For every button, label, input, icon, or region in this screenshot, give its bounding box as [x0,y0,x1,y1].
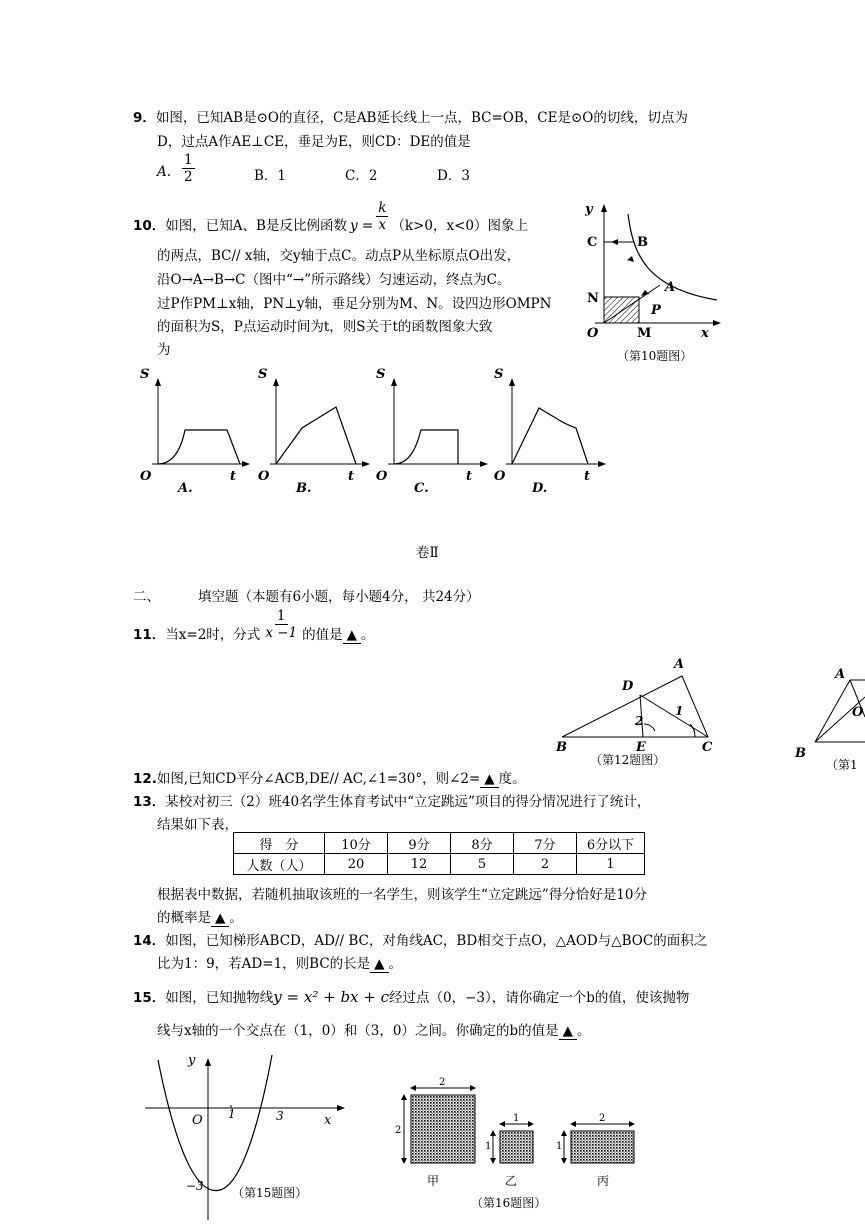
q13-score-table [233,832,645,875]
q12-blank: ▲ [480,771,498,788]
q13-th: 9分 [388,833,451,854]
q10-line5: 的面积为S，P点运动时间为t，则S关于t的函数图象大致 [157,319,493,335]
q15-fig-y: y [188,1053,196,1068]
q16-bing-w: 2 [599,1113,606,1124]
q12-fig-d: D [622,679,634,694]
q14-fig-o: O [852,705,864,720]
q13-blank: ▲ [211,910,229,927]
q10-func-lhs: y = [349,218,374,234]
q10-option-b-graph [258,367,370,496]
q13-line4 [157,906,243,927]
q16-bing-h: 1 [556,1141,563,1152]
q10-func-fraction: $\frac{k}{x}$ [378,200,387,233]
volume-title: 卷Ⅱ [416,545,439,561]
q14-text-1: 如图，已知梯形ABCD，AD// BC，对角线AC，BD相交于点O，△AOD与△BOC的面积之 [165,933,708,949]
q15-formula: y = x² + bx + c [273,988,390,1006]
q16-jia-h: 2 [395,1125,402,1136]
q15-text-1a: 如图，已知抛物线 [165,990,274,1006]
q10-a-t: t [230,469,237,484]
q13-td: 12 [388,854,451,875]
q12-figure [548,652,728,770]
q9-line2: D，过点A作AE⊥CE，垂足为E，则CD：DE的值是 [157,134,471,150]
q9-option-b: B．1 [254,168,287,184]
q10-a-o: O [140,469,152,484]
q14-blank: ▲ [370,956,388,973]
q15-number: 15． [133,990,166,1006]
q10-c-s: S [376,367,386,382]
q13-td: 2 [514,854,577,875]
q10-text-1a: 如图，已知A、B是反比例函数 [165,218,347,234]
q14-line1 [133,929,707,949]
q10-fig-a: A [665,280,676,295]
q16-yi-h: 1 [485,1141,492,1152]
q15-line2 [157,1019,591,1040]
q10-d-letter: D. [532,481,548,496]
q10-c-letter: C. [414,481,429,496]
q13-number: 13． [133,794,166,810]
q13-table-wrap [233,832,645,875]
q11-line [133,608,375,650]
q10-option-d-graph [494,367,606,496]
q10-b-t: t [348,469,355,484]
section-number: 二、 [133,589,160,605]
q10-line3: 沿O→A→B→C（图中“→”所示路线）匀速运动，终点为C。 [157,272,511,288]
q11-number: 11． [133,627,166,643]
q12-line [133,767,526,788]
q14-fig-b: B [795,746,806,761]
q10-options-graphs [130,360,610,500]
q10-fig-caption: （第10题图） [617,349,693,363]
q9-option-c: C．2 [345,168,378,184]
q15-text-1b: 经过点（0，−3），请你确定一个b的值，使该抛物 [389,990,690,1006]
q10-a-s: S [140,367,150,382]
q12-fig-e: E [636,740,646,755]
q13-th: 6分以下 [577,833,645,854]
q15-fig-o: O [192,1113,203,1128]
q13-line1 [133,790,650,810]
q10-fig-c: C [587,235,598,250]
q14-fig-caption: （第1 [826,758,858,772]
q10-a-letter: A. [178,481,193,496]
q16-yi-name: 乙 [505,1174,518,1188]
q15-fig-neg3: −3 [186,1179,204,1193]
q10-d-t: t [584,469,591,484]
q16-yi-w: 1 [513,1113,520,1124]
q10-figure [575,198,735,368]
q10-fig-m: M [637,326,652,341]
q10-d-o: O [494,469,506,484]
q13-line2: 结果如下表， [157,817,238,833]
q10-c-o: O [376,469,388,484]
q13-td: 人数（人） [234,854,325,875]
q16-figure [385,1075,655,1215]
q15-fig-x: x [324,1113,332,1128]
q13-end: 。 [229,910,243,926]
q13-td: 5 [451,854,514,875]
q14-line2 [157,952,402,973]
section-heading [133,585,480,605]
q15-line1 [133,986,689,1006]
q13-line3: 根据表中数据，若随机抽取该班的一名学生，则该学生“立定跳远”得分恰好是10分 [157,887,647,903]
q13-text-1: 某校对初三（2）班40名学生体育考试中“立定跳远”项目的得分情况进行了统计， [165,794,651,810]
q14-figure-partial [790,662,865,777]
q9-option-a: A. [157,164,172,180]
q10-fig-o: O [587,326,599,341]
q15-fig-3: 3 [276,1109,284,1123]
q10-text-1b: （k>0，x<0）图象上 [391,218,528,234]
q12-fig-b: B [556,740,567,755]
q15-fig-1: 1 [228,1107,236,1121]
q11-post: 的值是 [302,627,343,643]
q11-fraction: $\frac{1}{x -1}$ [265,608,298,641]
q10-fig-n: N [587,291,599,306]
q10-d-s: S [494,367,504,382]
q14-number: 14． [133,933,166,949]
q10-line1 [133,200,528,240]
q15-text-2: 线与x轴的一个交点在（1，0）和（3，0）之间。你确定的b的值是 [157,1023,559,1039]
q12-fig-1: 1 [675,704,684,718]
q10-b-letter: B. [296,481,312,496]
q13-th: 7分 [514,833,577,854]
q11-blank: ▲ [343,627,361,644]
q10-fig-b: B [637,235,648,250]
q15-end: 。 [577,1023,591,1039]
q10-fig-y: y [585,202,593,217]
q9-text-1: 如图，已知AB是⊙O的直径，C是AB延长线上一点，BC=OB，CE是⊙O的切线，切点为 [155,110,688,126]
q14-end: 。 [388,956,403,972]
q12-end: 度。 [498,771,526,787]
q13-th: 8分 [451,833,514,854]
q13-td: 20 [325,854,388,875]
q10-b-o: O [258,469,270,484]
q14-text-2: 比为1：9，若AD=1，则BC的长是 [157,956,371,972]
q9-option-a-fraction: $\frac{1}{2}$ [184,152,193,185]
q10-fig-p: P [651,303,661,318]
q10-c-t: t [466,469,473,484]
q13-text-4: 的概率是 [157,910,211,926]
q9-number: 9． [133,110,156,126]
q12-text: 如图,已知CD平分∠ACB,DE// AC,∠1=30°，则∠2= [156,771,481,787]
q10-line4: 过P作PM⊥x轴，PN⊥y轴，垂足分别为M、N。设四边形OMPN [157,296,552,312]
q12-fig-c: C [702,740,713,755]
q16-bing-name: 丙 [597,1174,610,1188]
q9-line1 [133,106,688,126]
q15-figure [140,1050,355,1220]
q15-blank: ▲ [559,1023,577,1040]
q11-pre: 当x=2时，分式 [165,627,261,643]
q10-line6: 为 [157,342,171,358]
q12-fig-caption: （第12题图） [590,753,666,767]
q12-fig-2: 2 [635,714,644,728]
q10-b-s: S [258,367,268,382]
q14-fig-a: A [835,667,846,682]
section-title: 填空题（本题有6小题，每小题4分， 共24分） [198,589,480,605]
q13-td: 1 [577,854,645,875]
q13-th: 10分 [325,833,388,854]
q12-number: 12. [133,771,157,787]
q13-table-data-row [234,854,645,875]
q16-jia-w: 2 [439,1077,446,1088]
q9-option-d: D．3 [437,168,470,184]
q13-th: 得 分 [234,833,325,854]
q11-end: 。 [361,627,375,643]
q10-fig-x: x [701,326,709,341]
q10-line2: 的两点，BC// x轴，交y轴于点C。动点P从坐标原点O出发， [157,248,521,264]
q16-fig-caption: （第16题图） [471,1196,547,1210]
q13-table-header-row [234,833,645,854]
q10-option-c-graph [376,367,488,496]
q12-fig-a: A [674,657,685,672]
q10-option-a-graph [140,367,250,496]
q16-jia-name: 甲 [427,1174,440,1188]
q15-fig-caption: （第15题图） [232,1186,308,1200]
q10-number: 10． [133,218,166,234]
